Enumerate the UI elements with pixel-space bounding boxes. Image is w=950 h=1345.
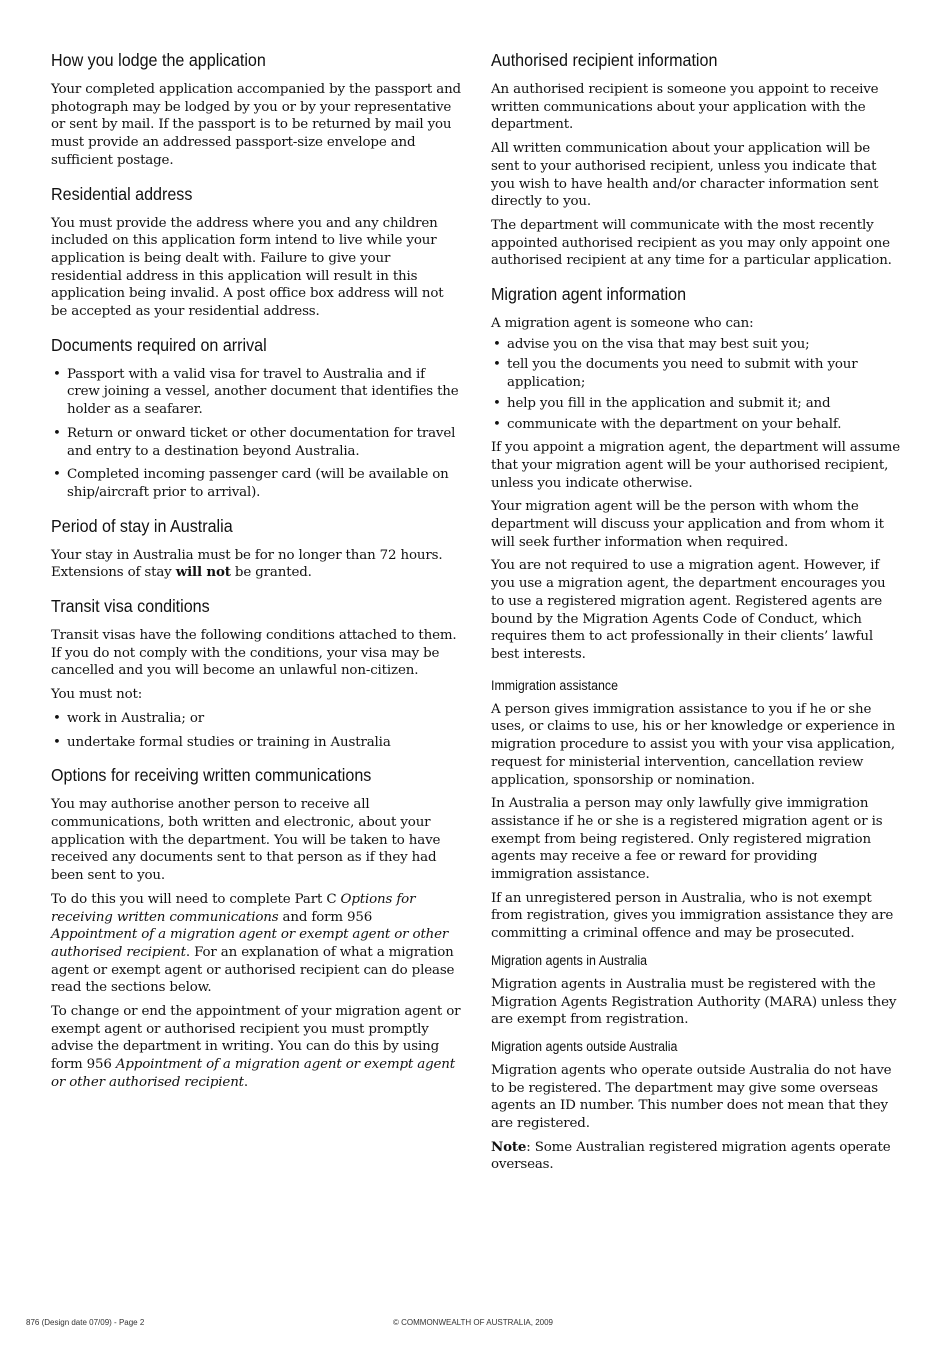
outside-paragraph: Migration agents who operate outside Australia do not have to be registered. The department may give some overseas agents an ID number. This number does not mean that they are registered. [491,1062,892,1132]
heading-residential-address: Residential address [51,183,193,204]
section-period-of-stay [51,516,461,582]
assistance-paragraph-2: In Australia a person may only lawfully give immigration assistance if he or she is a registered migration agent or is exempt from being registered. Only registered migration agents may receive a fee or reward for providing immigration assistance. [491,796,883,883]
list-item: • work in Australia; or [53,710,205,726]
authorised-paragraph-2: All written communication about your application will be sent to your authorised recipient, unless you indicate that you wish to have health and/or character information sent directly to you. [491,141,879,210]
heading-documents: Documents required on arrival [51,334,267,355]
heading-lodge: How you lodge the application [51,50,266,70]
list-item: • Return or onward ticket or other documentation for travel and entry to a destination beyond Australia. [53,425,456,459]
list-item: • advise you on the visa that may best suit you; [493,336,810,352]
heading-period-of-stay: Period of stay in Australia [51,515,233,536]
heading-agents-in-australia: Migration agents in Australia [491,952,648,968]
heading-authorised-recipient: Authorised recipient information [491,50,718,70]
agent-paragraph-1: If you appoint a migration agent, the department will assume that your migration agent will be your authorised recipient, unless you indicate otherwise. [491,440,900,491]
documents-list [51,366,461,502]
agent-paragraph-3: You are not required to use a migration agent. However, if you use a migration agent, the department encourages you to use a registered migration agent. Registered agents are bound by the Migration Agents Code of Conduct, which requires them to act professionally in their clients’ lawful best interests. [491,558,886,662]
list-item: • communicate with the department on your behalf. [493,416,842,432]
heading-options-communications: Options for receiving written communications [51,765,372,786]
section-immigration-assistance [491,678,901,943]
transit-must-not: You must not: [51,687,143,703]
in-australia-paragraph: Migration agents in Australia must be registered with the Migration Agents Registration Authority (MARA) unless they are exempt from registration. [491,976,897,1028]
section-documents [51,335,461,502]
transit-paragraph: Transit visas have the following conditions attached to them. If you do not comply with the conditions, your visa may be cancelled and you will become an unlawful non-citizen. [51,628,457,679]
transit-list [51,710,461,751]
list-item: • Passport with a valid visa for travel to Australia and if crew joining a vessel, another document that identifies the holder as a seafarer. [53,366,459,418]
right-column [491,50,901,1180]
outside-note: Note: Some Australian registered migration agents operate overseas. [491,1138,891,1173]
section-agents-outside-australia [491,1039,901,1174]
assistance-paragraph-3: If an unregistered person in Australia, who is not exempt from registration, gives you immigration assistance they are committing a criminal offence and may be prosecuted. [491,890,894,942]
section-migration-agent [491,284,901,664]
heading-migration-agent: Migration agent information [491,284,687,305]
section-options-communications [51,765,461,1091]
residential-paragraph: You must provide the address where you and any children included on this application form intend to live while your application is being dealt with. Failure to give your residential address in this application will result in this application being invalid. A post office box address will not be accepted as your residential address. [51,215,444,320]
period-paragraph: Your stay in Australia must be for no longer than 72 hours. Extensions of stay will not be granted. [51,547,443,581]
list-item: • help you fill in the application and submit it; and [493,395,831,411]
agent-intro: A migration agent is someone who can: [491,316,754,332]
agent-paragraph-2: Your migration agent will be the person with whom the department will discuss your application and from whom it will seek further information when required. [491,499,884,550]
authorised-paragraph-3: The department will communicate with the most recently appointed authorised recipient as you may only appoint one authorised recipient at any time for a particular application. [491,217,892,269]
lodge-paragraph: Your completed application accompanied by the passport and photograph may be lodged by you or by your representative or sent by mail. If the passport is to be returned by mail you must provide an addressed passport-size envelope and sufficient postage. [51,82,461,168]
options-paragraph-3: To change or end the appointment of your migration agent or exempt agent or authorised recipient you must promptly advise the department in writing. You can do this by using form 956 Appointment of a migration agent or exempt agent or other authorised recipient. [51,1004,461,1090]
footer-copyright: © COMMONWEALTH OF AUSTRALIA, 2009 [393,1318,553,1327]
section-transit-conditions [51,596,461,751]
section-authorised-recipient [491,50,901,270]
list-item: • tell you the documents you need to submit with your application; [493,357,858,391]
assistance-paragraph-1: A person gives immigration assistance to you if he or she uses, or claims to use, his or her knowledge or experience in migration procedure to assist you with your visa application, request for ministerial intervention, cancellation review application, sponsorship or nomination. [491,701,896,788]
section-lodge [51,50,461,170]
footer-form-info: 876 (Design date 07/09) - Page 2 [26,1318,145,1327]
agent-list [491,336,901,434]
section-residential-address [51,184,461,321]
list-item: • Completed incoming passenger card (will be available on ship/aircraft prior to arrival). [53,467,449,500]
left-column [51,50,461,1106]
heading-agents-outside-australia: Migration agents outside Australia [491,1038,678,1054]
authorised-paragraph-1: An authorised recipient is someone you appoint to receive written communications about your application with the department. [491,82,879,133]
list-item: • undertake formal studies or training in Australia [53,734,391,750]
options-paragraph-1: You may authorise another person to receive all communications, both written and electronic, about your application with the department. You will be taken to have received any documents sent to that person as if they had been sent to you. [51,797,441,884]
section-agents-in-australia [491,953,901,1029]
options-paragraph-2: To do this you will need to complete Part C Options for receiving written communications and form 956 Appointment of a migration agent or exempt agent or other authorised recipient. For an explanation of what a migration agent or exempt agent or authorised recipient can do please read the sections below. [51,891,455,996]
heading-immigration-assistance: Immigration assistance [491,677,619,693]
heading-transit-conditions: Transit visa conditions [51,596,210,617]
